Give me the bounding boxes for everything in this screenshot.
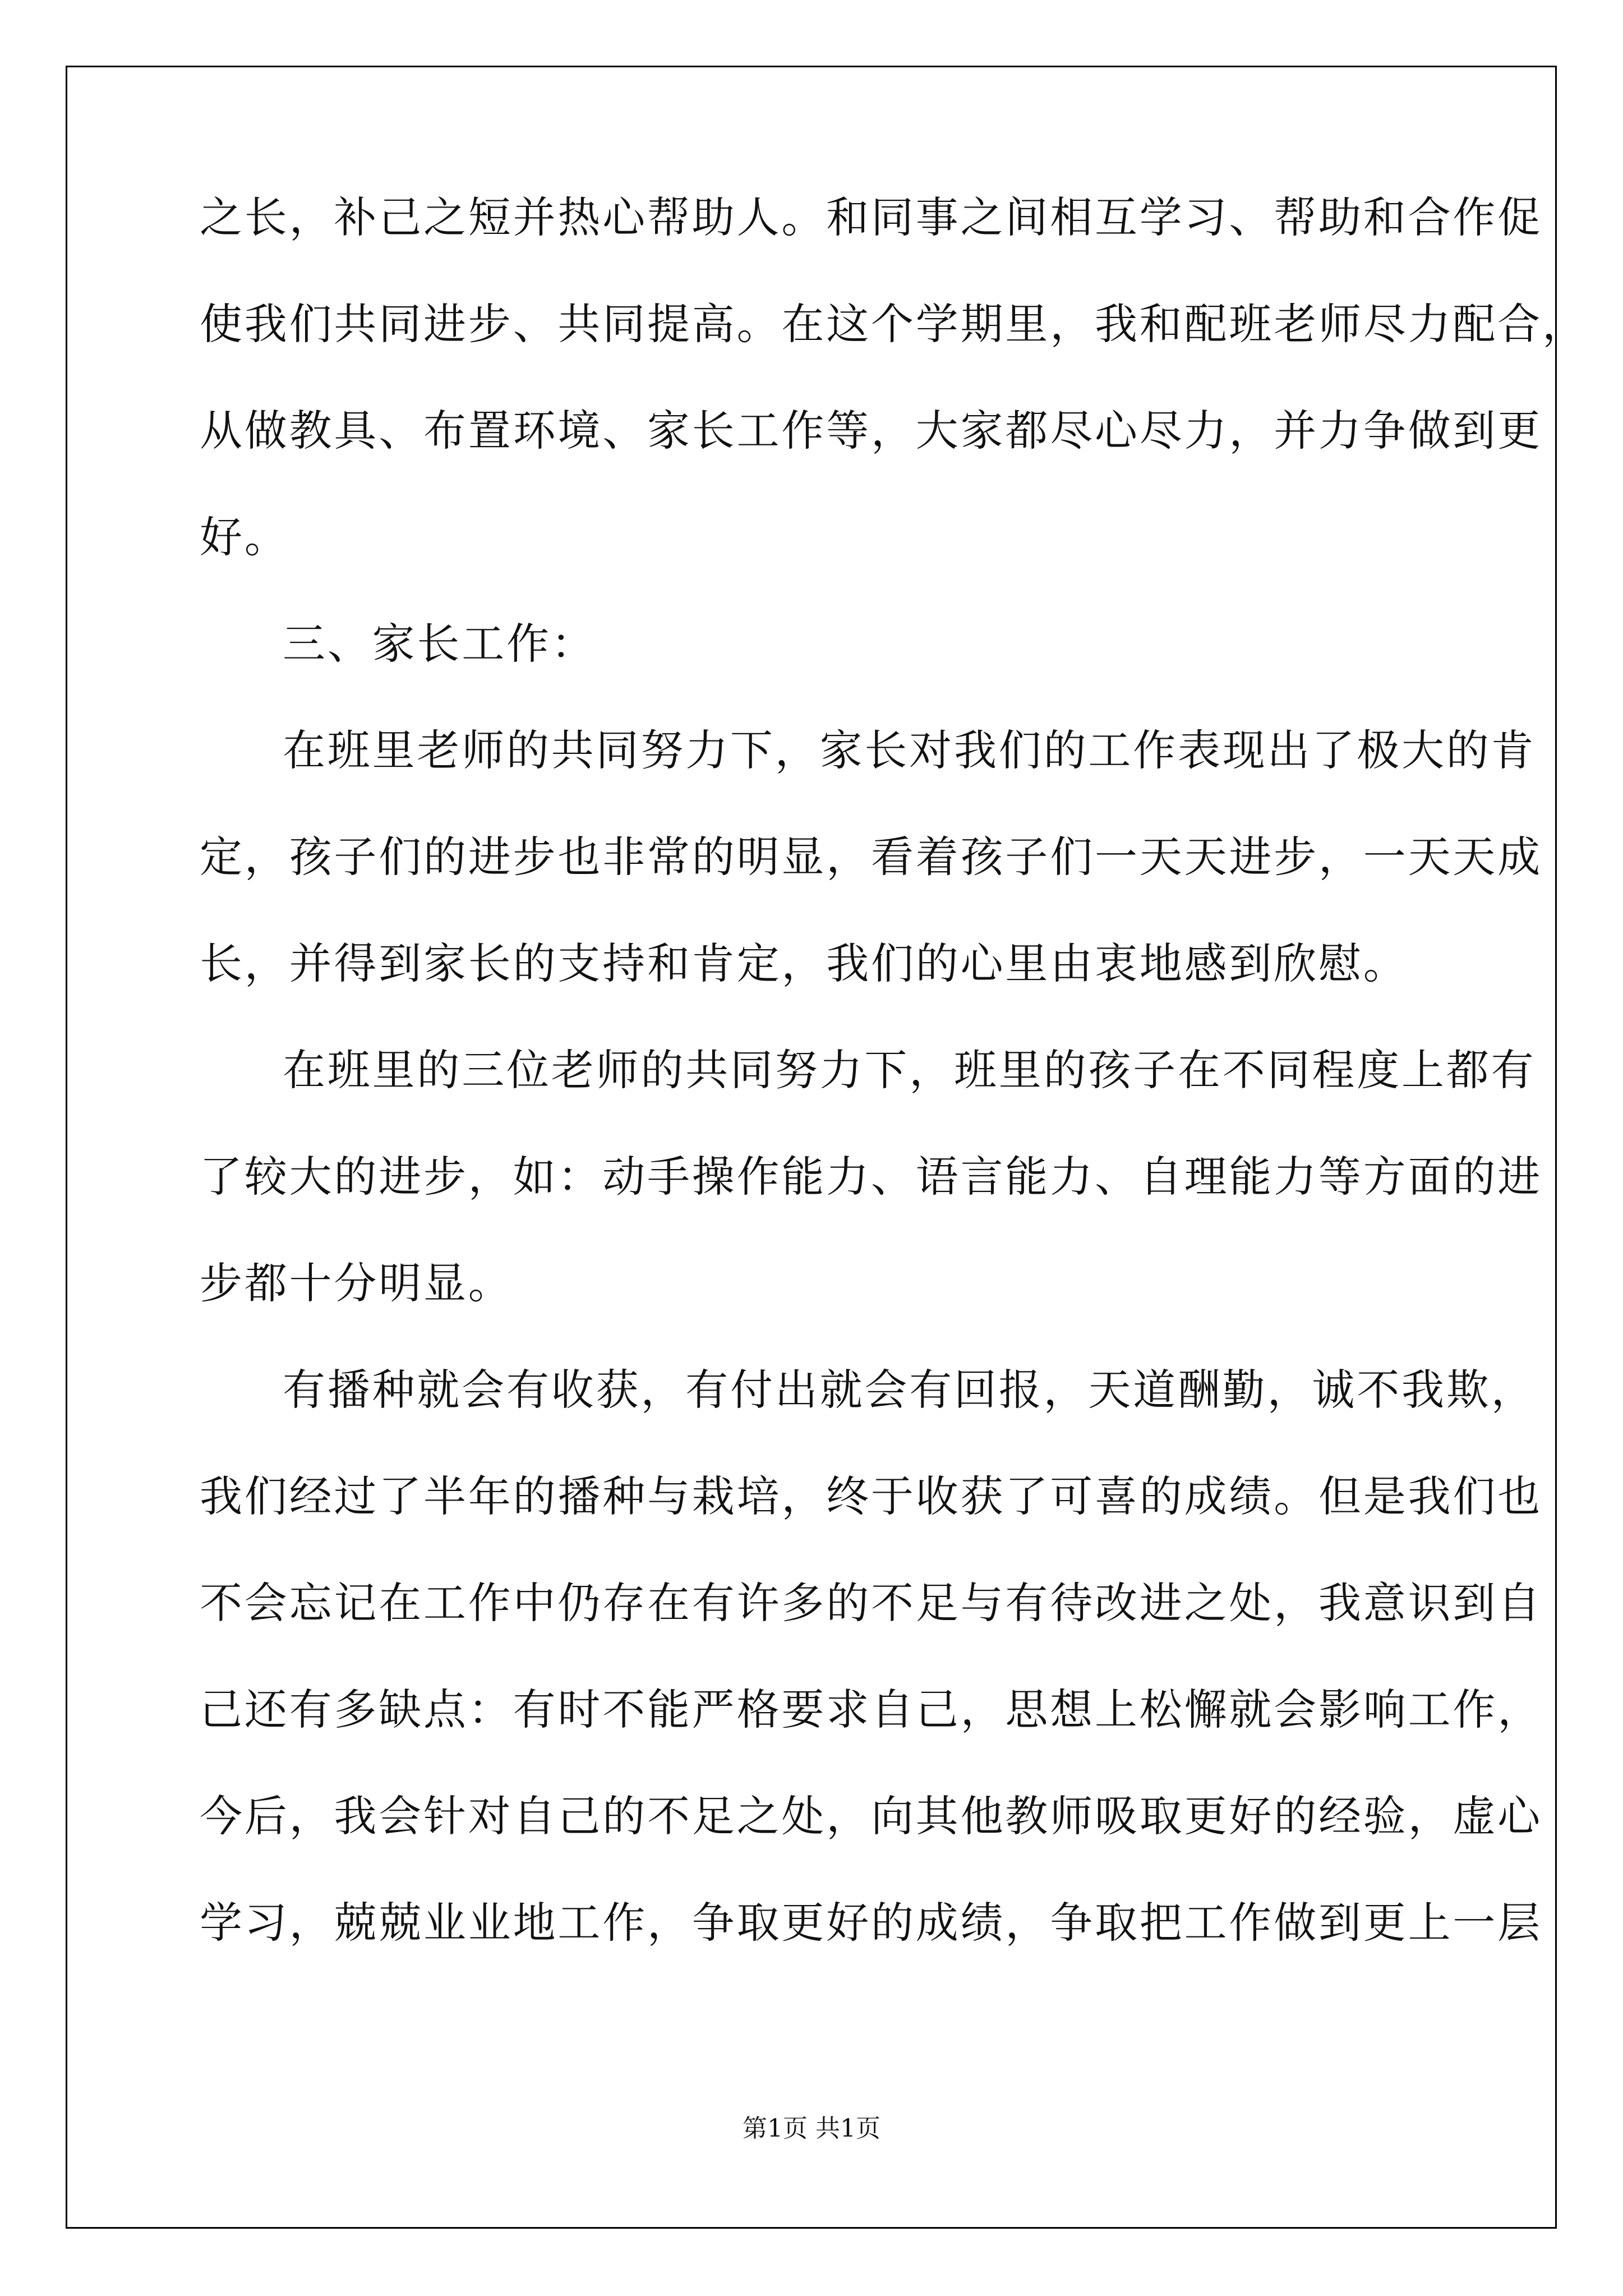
- text-line: 今后，我会针对自己的不足之处，向其他教师吸取更好的经验，虚心: [200, 1791, 1542, 1841]
- text-line: 学习，兢兢业业地工作，争取更好的成绩，争取把工作做到更上一层: [200, 1898, 1542, 1948]
- text-line: 之长，补己之短并热心帮助人。和同事之间相互学习、帮助和合作促: [200, 192, 1542, 242]
- page-number-footer: 第1页 共1页: [743, 2114, 880, 2143]
- text-line: 步都十分明显。: [200, 1258, 513, 1308]
- text-line: 己还有多缺点：有时不能严格要求自己，思想上松懈就会影响工作，: [200, 1685, 1542, 1734]
- text-line: 不会忘记在工作中仍存在有许多的不足与有待改进之处，我意识到自: [200, 1578, 1542, 1628]
- text-line: 定，孩子们的进步也非常的明显，看着孩子们一天天进步，一天天成: [200, 832, 1542, 882]
- text-line: 了较大的进步，如：动手操作能力、语言能力、自理能力等方面的进: [200, 1152, 1542, 1202]
- text-line: 我们经过了半年的播种与栽培，终于收获了可喜的成绩。但是我们也: [200, 1471, 1542, 1521]
- text-line: 使我们共同进步、共同提高。在这个学期里，我和配班老师尽力配合，: [200, 299, 1587, 349]
- section-heading: 三、家长工作：: [283, 619, 596, 669]
- text-line: 在班里的三位老师的共同努力下，班里的孩子在不同程度上都有: [283, 1045, 1536, 1095]
- text-line: 长，并得到家长的支持和肯定，我们的心里由衷地感到欣慰。: [200, 938, 1408, 988]
- text-line: 有播种就会有收获，有付出就会有回报，天道酬勤，诚不我欺，: [283, 1365, 1536, 1415]
- text-line: 好。: [200, 512, 289, 562]
- text-line: 在班里老师的共同努力下，家长对我们的工作表现出了极大的肯: [283, 725, 1536, 775]
- text-line: 从做教具、布置环境、家长工作等，大家都尽心尽力，并力争做到更: [200, 406, 1542, 455]
